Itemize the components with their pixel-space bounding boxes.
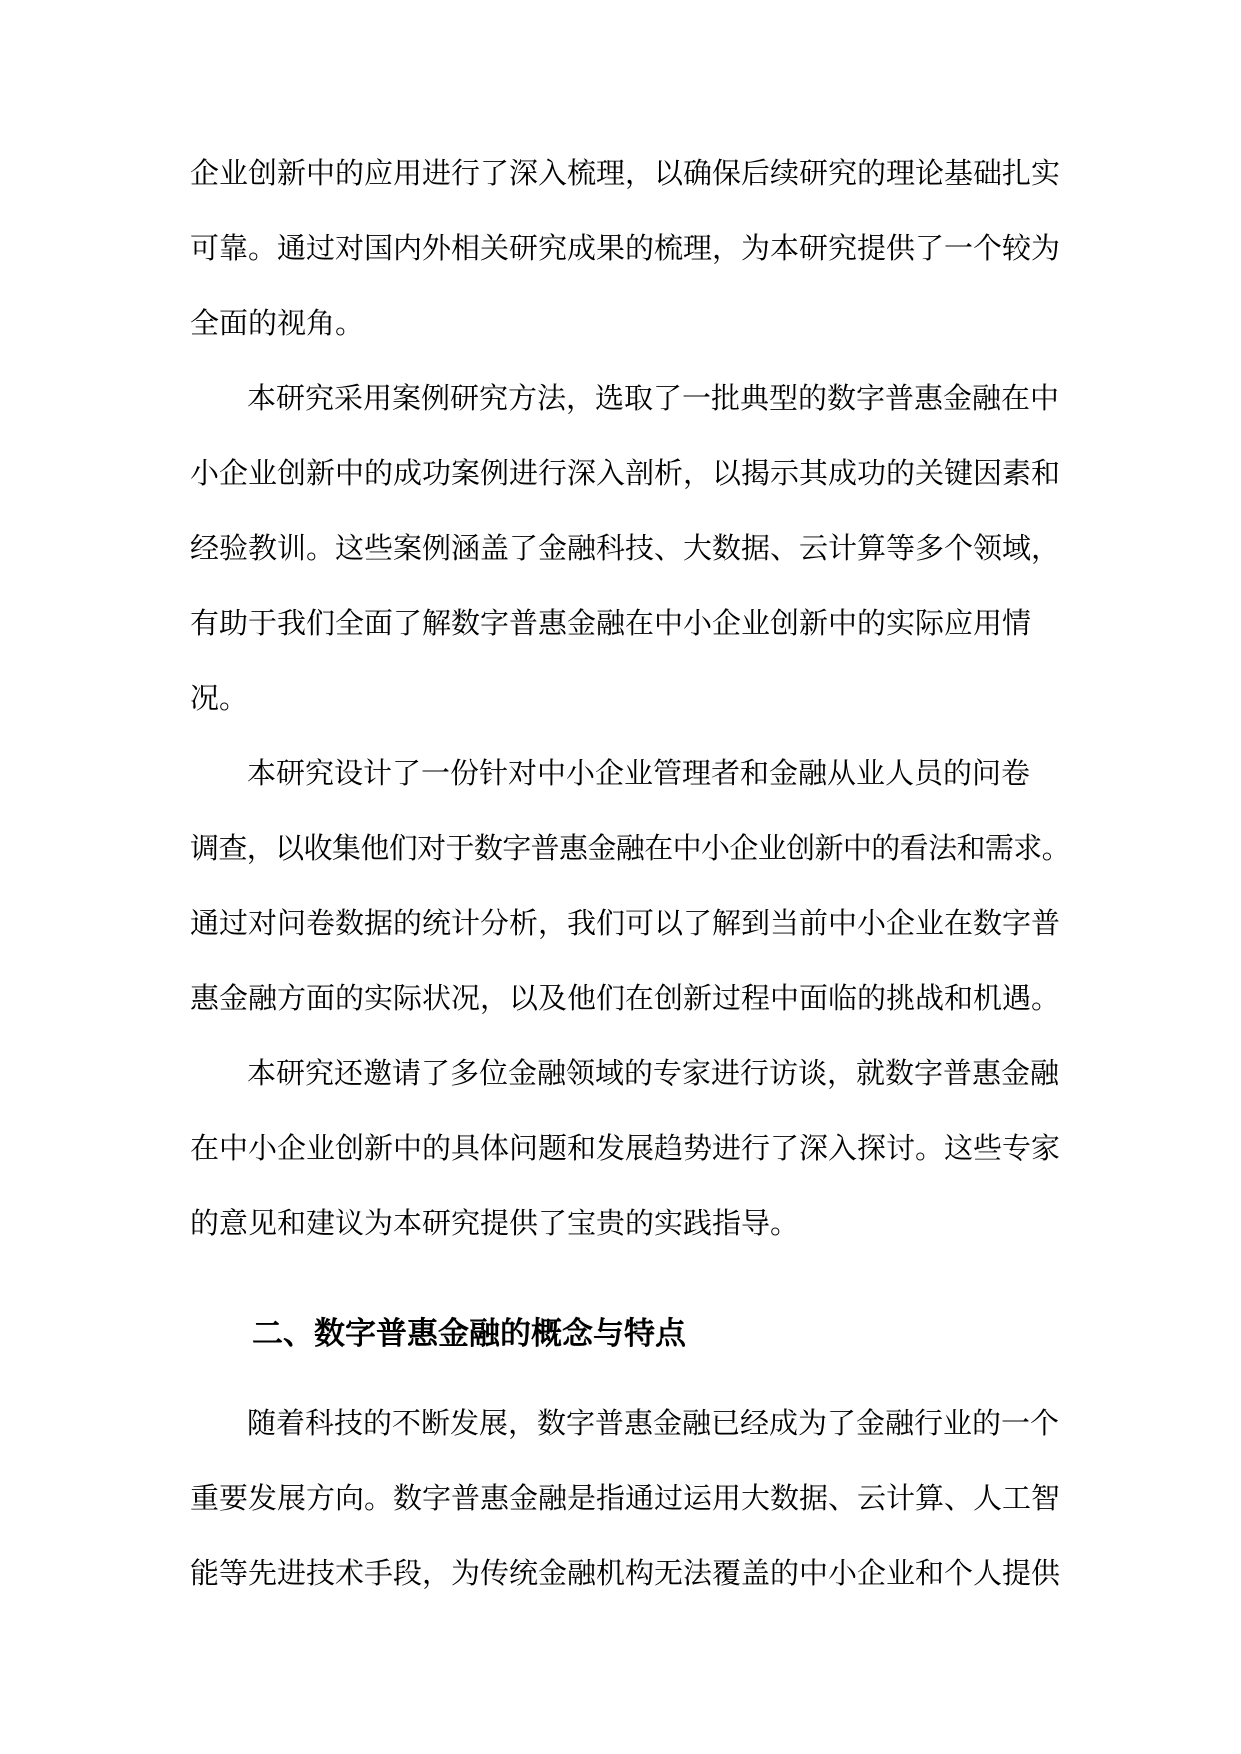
section-paragraph-line-2: 重要发展方向。数字普惠金融是指通过运用大数据、云计算、人工智 bbox=[190, 1481, 1061, 1515]
paragraph-4-line-3: 的意见和建议为本研究提供了宝贵的实践指导。 bbox=[190, 1206, 800, 1240]
paragraph-2-line-2: 小企业创新中的成功案例进行深入剖析，以揭示其成功的关键因素和 bbox=[190, 456, 1061, 490]
paragraph-1-line-2: 可靠。通过对国内外相关研究成果的梳理，为本研究提供了一个较为 bbox=[190, 231, 1061, 265]
paragraph-2-line-3: 经验教训。这些案例涵盖了金融科技、大数据、云计算等多个领域， bbox=[190, 531, 1061, 565]
paragraph-3-line-1: 本研究设计了一份针对中小企业管理者和金融从业人员的问卷 bbox=[247, 756, 1031, 790]
paragraph-4-line-2: 在中小企业创新中的具体问题和发展趋势进行了深入探讨。这些专家 bbox=[190, 1131, 1061, 1165]
paragraph-3-line-2: 调查，以收集他们对于数字普惠金融在中小企业创新中的看法和需求。 bbox=[190, 831, 1070, 865]
paragraph-3-line-4: 惠金融方面的实际状况，以及他们在创新过程中面临的挑战和机遇。 bbox=[190, 981, 1061, 1015]
paragraph-2-line-4: 有助于我们全面了解数字普惠金融在中小企业创新中的实际应用情 bbox=[190, 606, 1032, 640]
paragraph-1-line-3: 全面的视角。 bbox=[190, 306, 365, 340]
section-paragraph-line-3: 能等先进技术手段，为传统金融机构无法覆盖的中小企业和个人提供 bbox=[190, 1556, 1061, 1590]
paragraph-1-line-1: 企业创新中的应用进行了深入梳理，以确保后续研究的理论基础扎实 bbox=[190, 156, 1061, 190]
paragraph-4-line-1: 本研究还邀请了多位金融领域的专家进行访谈，就数字普惠金融 bbox=[247, 1056, 1060, 1090]
paragraph-2-line-5: 况。 bbox=[190, 681, 249, 715]
paragraph-2-line-1: 本研究采用案例研究方法，选取了一批典型的数字普惠金融在中 bbox=[247, 381, 1060, 415]
section-heading: 二、数字普惠金融的概念与特点 bbox=[252, 1316, 686, 1352]
paragraph-3-line-3: 通过对问卷数据的统计分析，我们可以了解到当前中小企业在数字普 bbox=[190, 906, 1061, 940]
section-paragraph-line-1: 随着科技的不断发展，数字普惠金融已经成为了金融行业的一个 bbox=[247, 1406, 1060, 1440]
